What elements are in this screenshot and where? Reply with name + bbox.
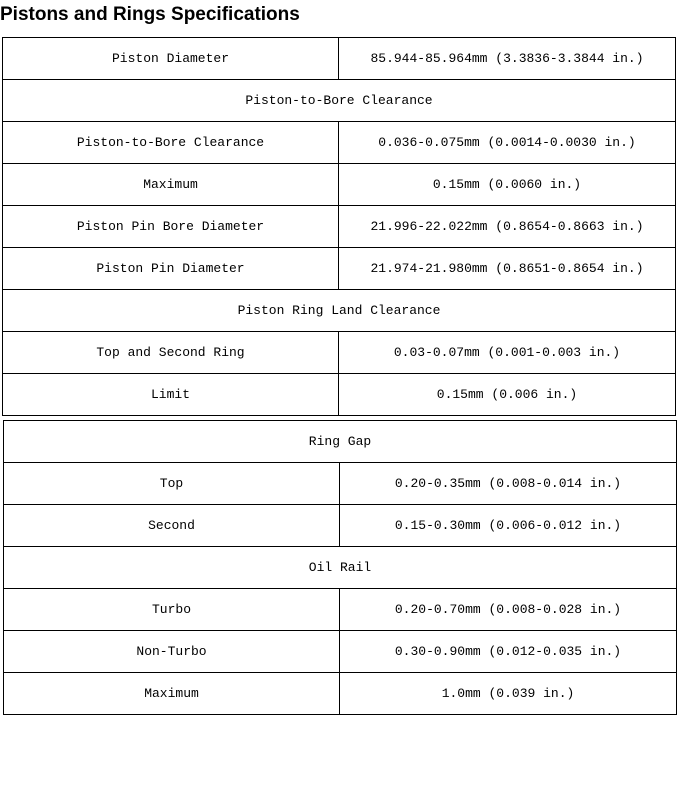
spec-value-cell: 21.996-22.022mm (0.8654-0.8663 in.) [339, 206, 676, 248]
spec-label-cell: Second [4, 505, 340, 547]
table-row [3, 164, 676, 206]
table-row [3, 374, 676, 416]
spec-label-cell: Top and Second Ring [3, 332, 339, 374]
table-row [4, 631, 677, 673]
spec-value-cell: 0.15-0.30mm (0.006-0.012 in.) [340, 505, 677, 547]
table-row [4, 673, 677, 715]
table-row [4, 589, 677, 631]
table-row [3, 122, 676, 164]
spec-label-cell: Non-Turbo [4, 631, 340, 673]
section-header-cell: Piston Ring Land Clearance [3, 290, 676, 332]
section-header-cell: Piston-to-Bore Clearance [3, 80, 676, 122]
spec-table-body [3, 38, 676, 416]
spec-label-cell: Top [4, 463, 340, 505]
spec-value-cell: 21.974-21.980mm (0.8651-0.8654 in.) [339, 248, 676, 290]
spec-label-cell: Piston Pin Bore Diameter [3, 206, 339, 248]
spec-label-cell: Piston Diameter [3, 38, 339, 80]
spec-table-body [4, 421, 677, 715]
spec-value-cell: 0.036-0.075mm (0.0014-0.0030 in.) [339, 122, 676, 164]
table-row [3, 248, 676, 290]
section-header-cell: Oil Rail [4, 547, 677, 589]
spec-value-cell: 0.15mm (0.006 in.) [339, 374, 676, 416]
table-row [3, 206, 676, 248]
spec-table-pistons [2, 37, 676, 416]
section-header-row [4, 547, 677, 589]
section-header-cell: Ring Gap [4, 421, 677, 463]
section-header-row [3, 290, 676, 332]
spec-label-cell: Maximum [3, 164, 339, 206]
spec-label-cell: Piston Pin Diameter [3, 248, 339, 290]
spec-value-cell: 85.944-85.964mm (3.3836-3.3844 in.) [339, 38, 676, 80]
table-row [3, 332, 676, 374]
spec-label-cell: Piston-to-Bore Clearance [3, 122, 339, 164]
section-header-row [3, 80, 676, 122]
section-header-row [4, 421, 677, 463]
spec-value-cell: 0.15mm (0.0060 in.) [339, 164, 676, 206]
spec-value-cell: 0.20-0.35mm (0.008-0.014 in.) [340, 463, 677, 505]
table-row [4, 505, 677, 547]
page-title: Pistons and Rings Specifications [0, 4, 300, 25]
spec-value-cell: 1.0mm (0.039 in.) [340, 673, 677, 715]
spec-label-cell: Maximum [4, 673, 340, 715]
spec-table-rings [3, 420, 677, 715]
spec-value-cell: 0.30-0.90mm (0.012-0.035 in.) [340, 631, 677, 673]
spec-label-cell: Turbo [4, 589, 340, 631]
spec-label-cell: Limit [3, 374, 339, 416]
table-row [4, 463, 677, 505]
spec-value-cell: 0.03-0.07mm (0.001-0.003 in.) [339, 332, 676, 374]
table-row [3, 38, 676, 80]
spec-value-cell: 0.20-0.70mm (0.008-0.028 in.) [340, 589, 677, 631]
